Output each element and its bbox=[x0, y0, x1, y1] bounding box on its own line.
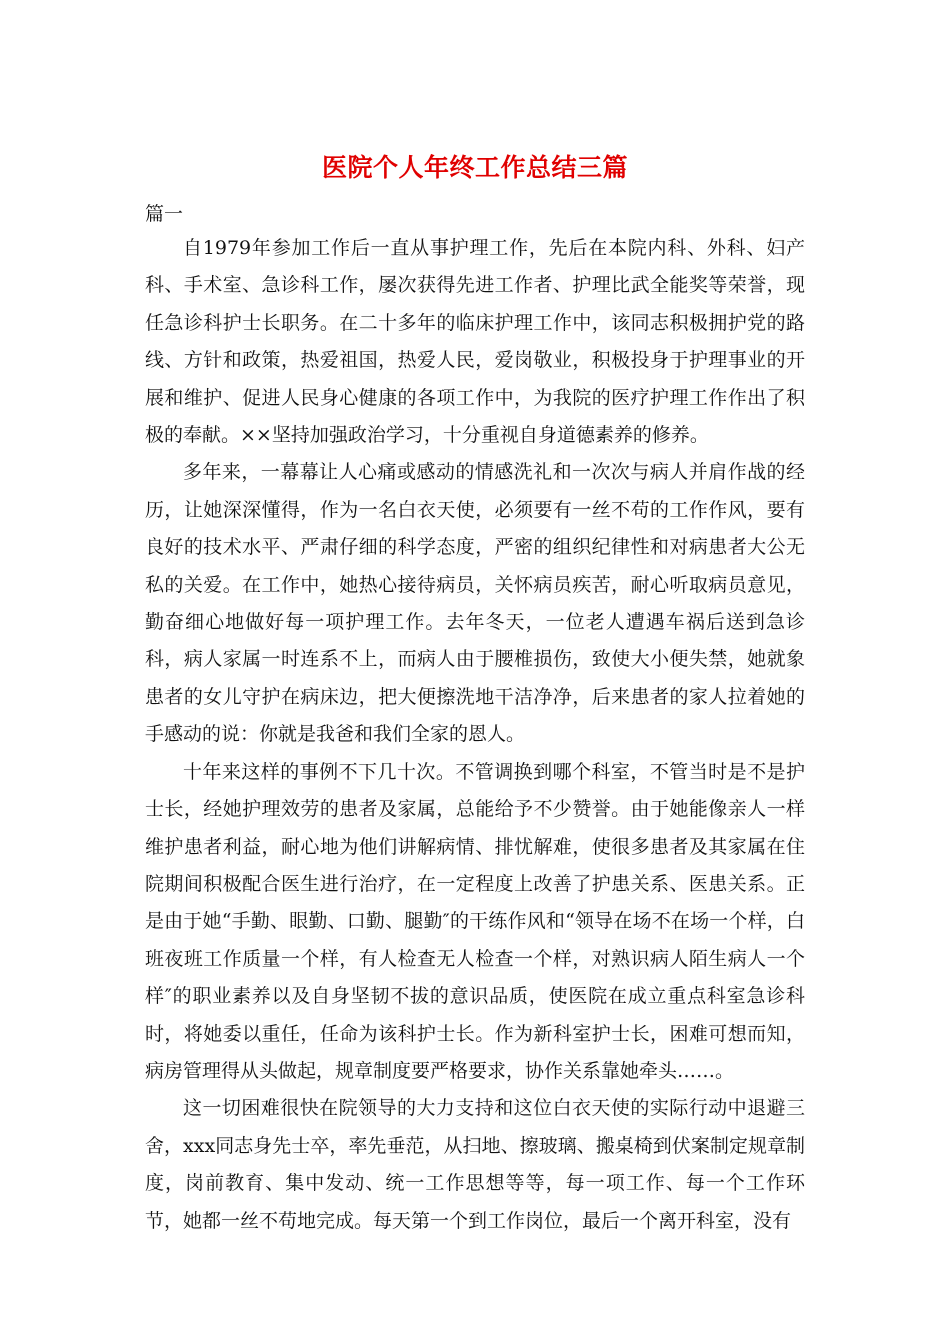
paragraph: 多年来，一幕幕让人心痛或感动的情感洗礼和一次次与病人并肩作战的经历，让她深深懂得，作为一名白衣天使，必须要有一丝不苟的工作作风，要有良好的技术水平、严肃仔细的科学态度，严密的组织纪律性和对病患者大公无私的关爱。在工作中，她热心接待病员，关怀病员疾苦，耐心听取病员意见，勤奋细心地做好每一项护理工作。去年冬天，一位老人遭遇车祸后送到急诊科，病人家属一时连系不上，而病人由于腰椎损伤，致使大小便失禁，她就象患者的女儿守护在病床边，把大便擦洗地干洁净净，后来患者的家人拉着她的手感动的说：你就是我爸和我们全家的恩人。 bbox=[145, 461, 805, 746]
paragraph: 这一切困难很快在院领导的大力支持和这位白衣天使的实际行动中退避三舍，xxx同志身先士卒，率先垂范，从扫地、擦玻璃、搬桌椅到伏案制定规章制度，岗前教育、集中发动、统一工作思想等等，每一项工作、每一个工作环节，她都一丝不苟地完成。每天第一个到工作岗位，最后一个离开科室，没有 bbox=[145, 1097, 805, 1232]
document-title: 医院个人年终工作总结三篇 bbox=[321, 153, 628, 182]
paragraph: 自1979年参加工作后一直从事护理工作，先后在本院内科、外科、妇产科、手术室、急诊科工作，屡次获得先进工作者、护理比武全能奖等荣誉，现任急诊科护士长职务。在二十多年的临床护理工作中，该同志积极拥护党的路线、方针和政策，热爱祖国，热爱人民，爱岗敬业，积极投身于护理事业的开展和维护、促进人民身心健康的各项工作中，为我院的医疗护理工作作出了积极的奉献。××坚持加强政治学习，十分重视自身道德素养的修养。 bbox=[145, 237, 805, 447]
document-body bbox=[145, 230, 805, 1240]
section-label: 篇一 bbox=[145, 203, 184, 225]
paragraph: 十年来这样的事例不下几十次。不管调换到哪个科室，不管当时是不是护士长，经她护理效劳的患者及家属，总能给予不少赞誉。由于她能像亲人一样维护患者利益，耐心地为他们讲解病情、排忧解难，使很多患者及其家属在住院期间积极配合医生进行治疗，在一定程度上改善了护患关系、医患关系。正是由于她“手勤、眼勤、口勤、腿勤″的干练作风和“领导在场不在场一个样，白班夜班工作质量一个样，有人检查无人检查一个样，对熟识病人陌生病人一个样″的职业素养以及自身坚韧不拔的意识品质，使医院在成立重点科室急诊科时，将她委以重任，任命为该科护士长。作为新科室护士长，困难可想而知，病房管理得从头做起，规章制度要严格要求，协作关系靠她牵头……。 bbox=[145, 760, 805, 1082]
